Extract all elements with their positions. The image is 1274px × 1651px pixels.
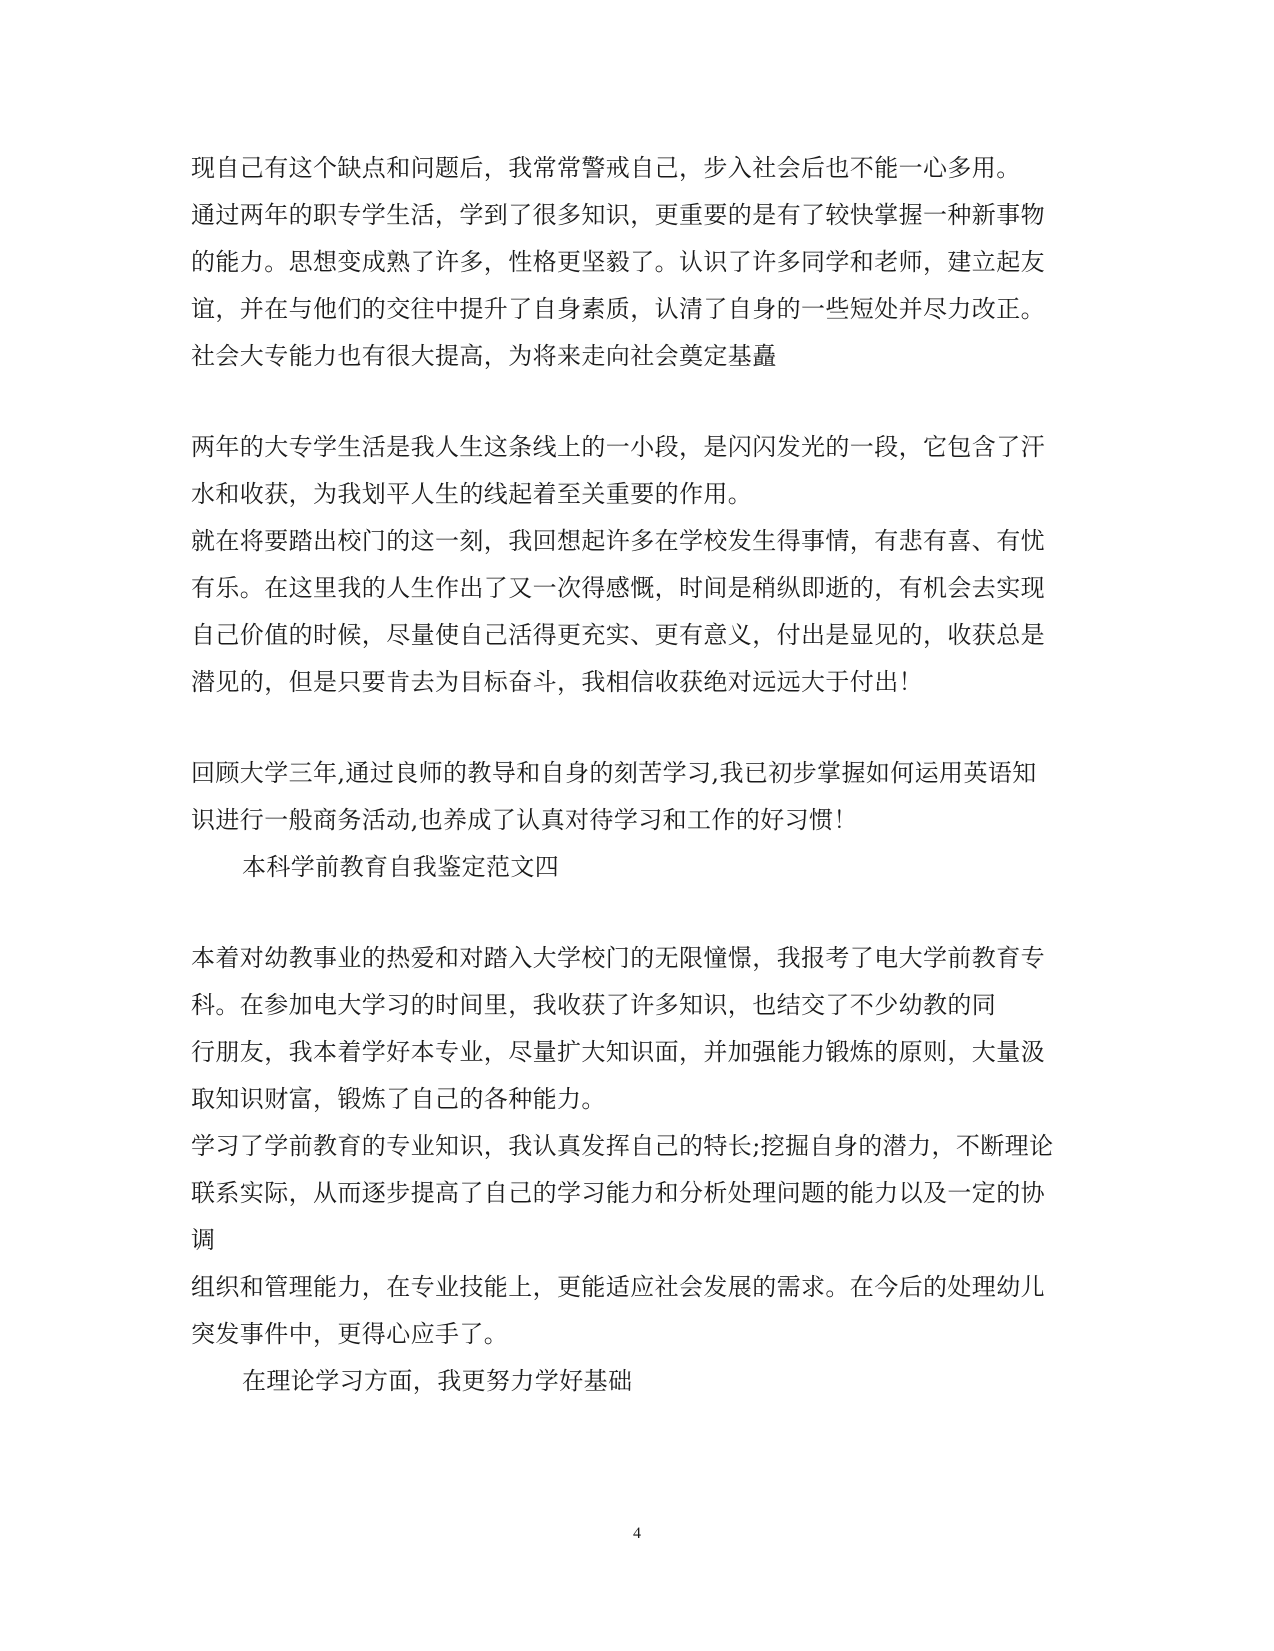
section-heading: 本科学前教育自我鉴定范文四 xyxy=(242,853,560,881)
text-line: 突发事件中，更得心应手了。 xyxy=(191,1320,509,1348)
text-line: 潜见的，但是只要肯去为目标奋斗，我相信收获绝对远远大于付出！ xyxy=(191,668,923,696)
text-line: 的能力。思想变成熟了许多，性格更坚毅了。认识了许多同学和老师，建立起友 xyxy=(191,248,1045,276)
text-line: 在理论学习方面，我更努力学好基础 xyxy=(242,1367,633,1395)
text-line: 取知识财富，锻炼了自己的各种能力。 xyxy=(191,1085,606,1113)
text-line: 现自己有这个缺点和问题后，我常常警戒自己，步入社会后也不能一心多用。 xyxy=(191,154,1021,182)
text-line: 回顾大学三年,通过良师的教导和自身的刻苦学习,我已初步掌握如何运用英语知 xyxy=(191,759,1037,787)
text-line: 调 xyxy=(191,1226,216,1254)
text-line: 学习了学前教育的专业知识，我认真发挥自己的特长;挖掘自身的潜力，不断理论 xyxy=(191,1132,1054,1160)
text-line: 通过两年的职专学生活，学到了很多知识，更重要的是有了较快掌握一种新事物 xyxy=(191,201,1045,229)
text-line: 行朋友，我本着学好本专业，尽量扩大知识面，并加强能力锻炼的原则，大量汲 xyxy=(191,1038,1045,1066)
text-line: 就在将要踏出校门的这一刻，我回想起许多在学校发生得事情，有悲有喜、有忧 xyxy=(191,527,1045,555)
text-line: 本着对幼教事业的热爱和对踏入大学校门的无限憧憬，我报考了电大学前教育专 xyxy=(191,944,1045,972)
text-line: 社会大专能力也有很大提高，为将来走向社会奠定基矗 xyxy=(191,342,777,370)
text-line: 水和收获，为我划平人生的线起着至关重要的作用。 xyxy=(191,480,753,508)
text-line: 识进行一般商务活动,也养成了认真对待学习和工作的好习惯！ xyxy=(191,806,858,834)
text-line: 科。在参加电大学习的时间里，我收获了许多知识，也结交了不少幼教的同 xyxy=(191,991,997,1019)
page-number: 4 xyxy=(633,1525,641,1542)
text-line: 谊，并在与他们的交往中提升了自身素质，认清了自身的一些短处并尽力改正。 xyxy=(191,295,1045,323)
text-line: 联系实际，从而逐步提高了自己的学习能力和分析处理问题的能力以及一定的协 xyxy=(191,1179,1045,1207)
text-line: 组织和管理能力，在专业技能上，更能适应社会发展的需求。在今后的处理幼儿 xyxy=(191,1273,1045,1301)
text-line: 有乐。在这里我的人生作出了又一次得感慨，时间是稍纵即逝的，有机会去实现 xyxy=(191,574,1045,602)
text-line: 两年的大专学生活是我人生这条线上的一小段，是闪闪发光的一段，它包含了汗 xyxy=(191,433,1045,461)
text-line: 自己价值的时候，尽量使自己活得更充实、更有意义，付出是显见的，收获总是 xyxy=(191,621,1045,649)
